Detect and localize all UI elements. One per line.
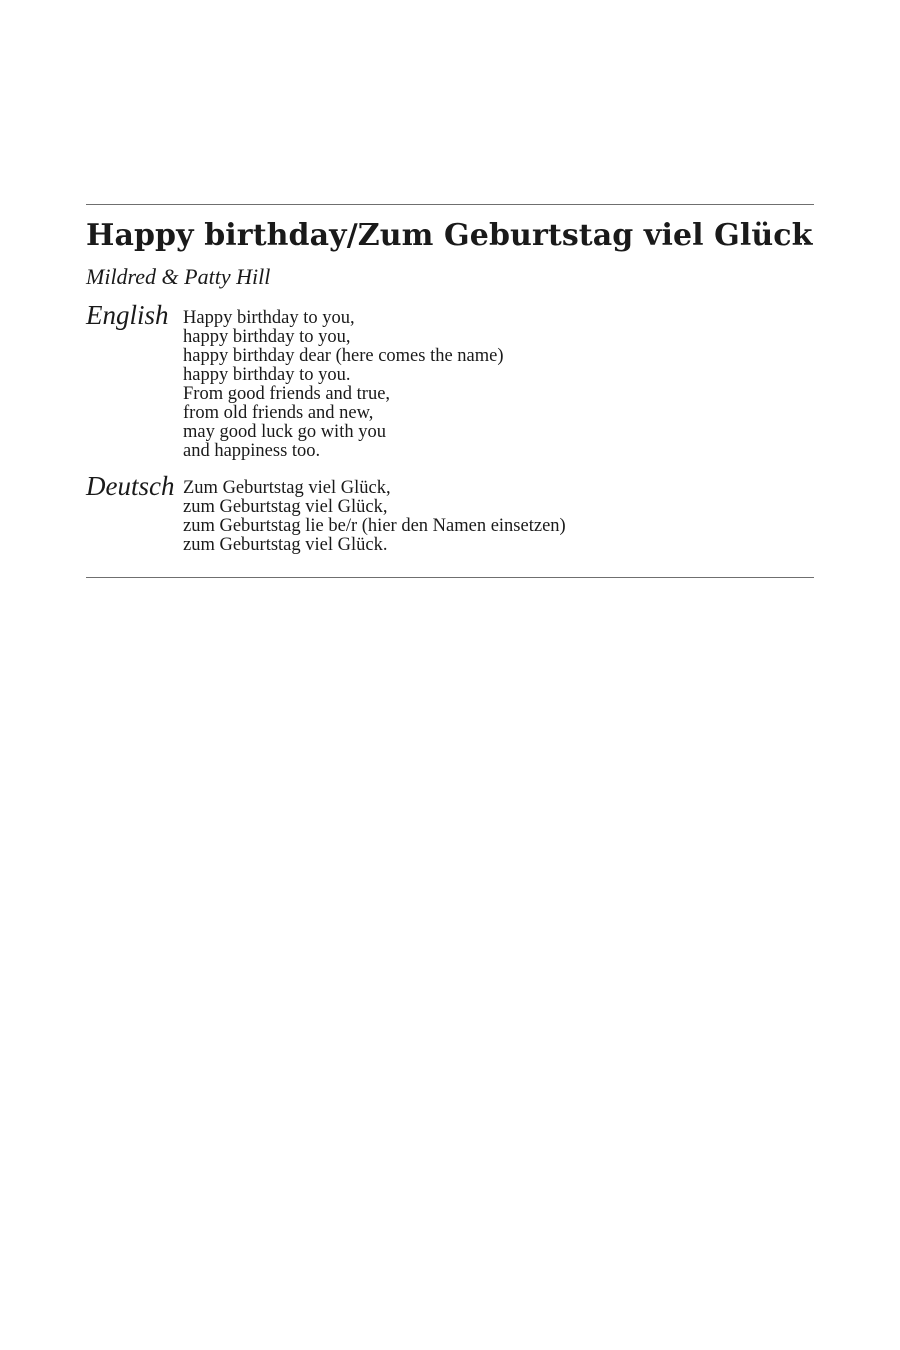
- lyric-line: happy birthday to you.: [183, 365, 351, 385]
- lyrics-deutsch: [183, 479, 566, 555]
- lyric-line: From good friends and true,: [183, 384, 391, 404]
- bottom-divider: [86, 577, 814, 578]
- section-label-deutsch: Deutsch: [86, 471, 175, 501]
- lyric-line: and happiness too.: [183, 441, 321, 461]
- lyric-line: zum Geburtstag viel Glück,: [183, 497, 388, 517]
- top-divider: [86, 204, 814, 205]
- lyric-line: zum Geburtstag lie be/r (hier den Namen einsetzen): [183, 516, 566, 536]
- lyric-line: happy birthday dear (here comes the name): [183, 346, 504, 366]
- lyric-line: from old friends and new,: [183, 403, 374, 423]
- lyric-line: zum Geburtstag viel Glück.: [183, 535, 388, 555]
- lyric-line: happy birthday to you,: [183, 327, 351, 347]
- lyric-line: may good luck go with you: [183, 422, 386, 442]
- song-authors: Mildred & Patty Hill: [86, 264, 271, 289]
- lyric-line: Zum Geburtstag viel Glück,: [183, 478, 391, 498]
- lyrics-english: [183, 309, 504, 461]
- section-label-english: English: [86, 300, 169, 330]
- song-title: Happy birthday/Zum Geburtstag viel Glück: [86, 218, 813, 253]
- lyric-line: Happy birthday to you,: [183, 308, 355, 328]
